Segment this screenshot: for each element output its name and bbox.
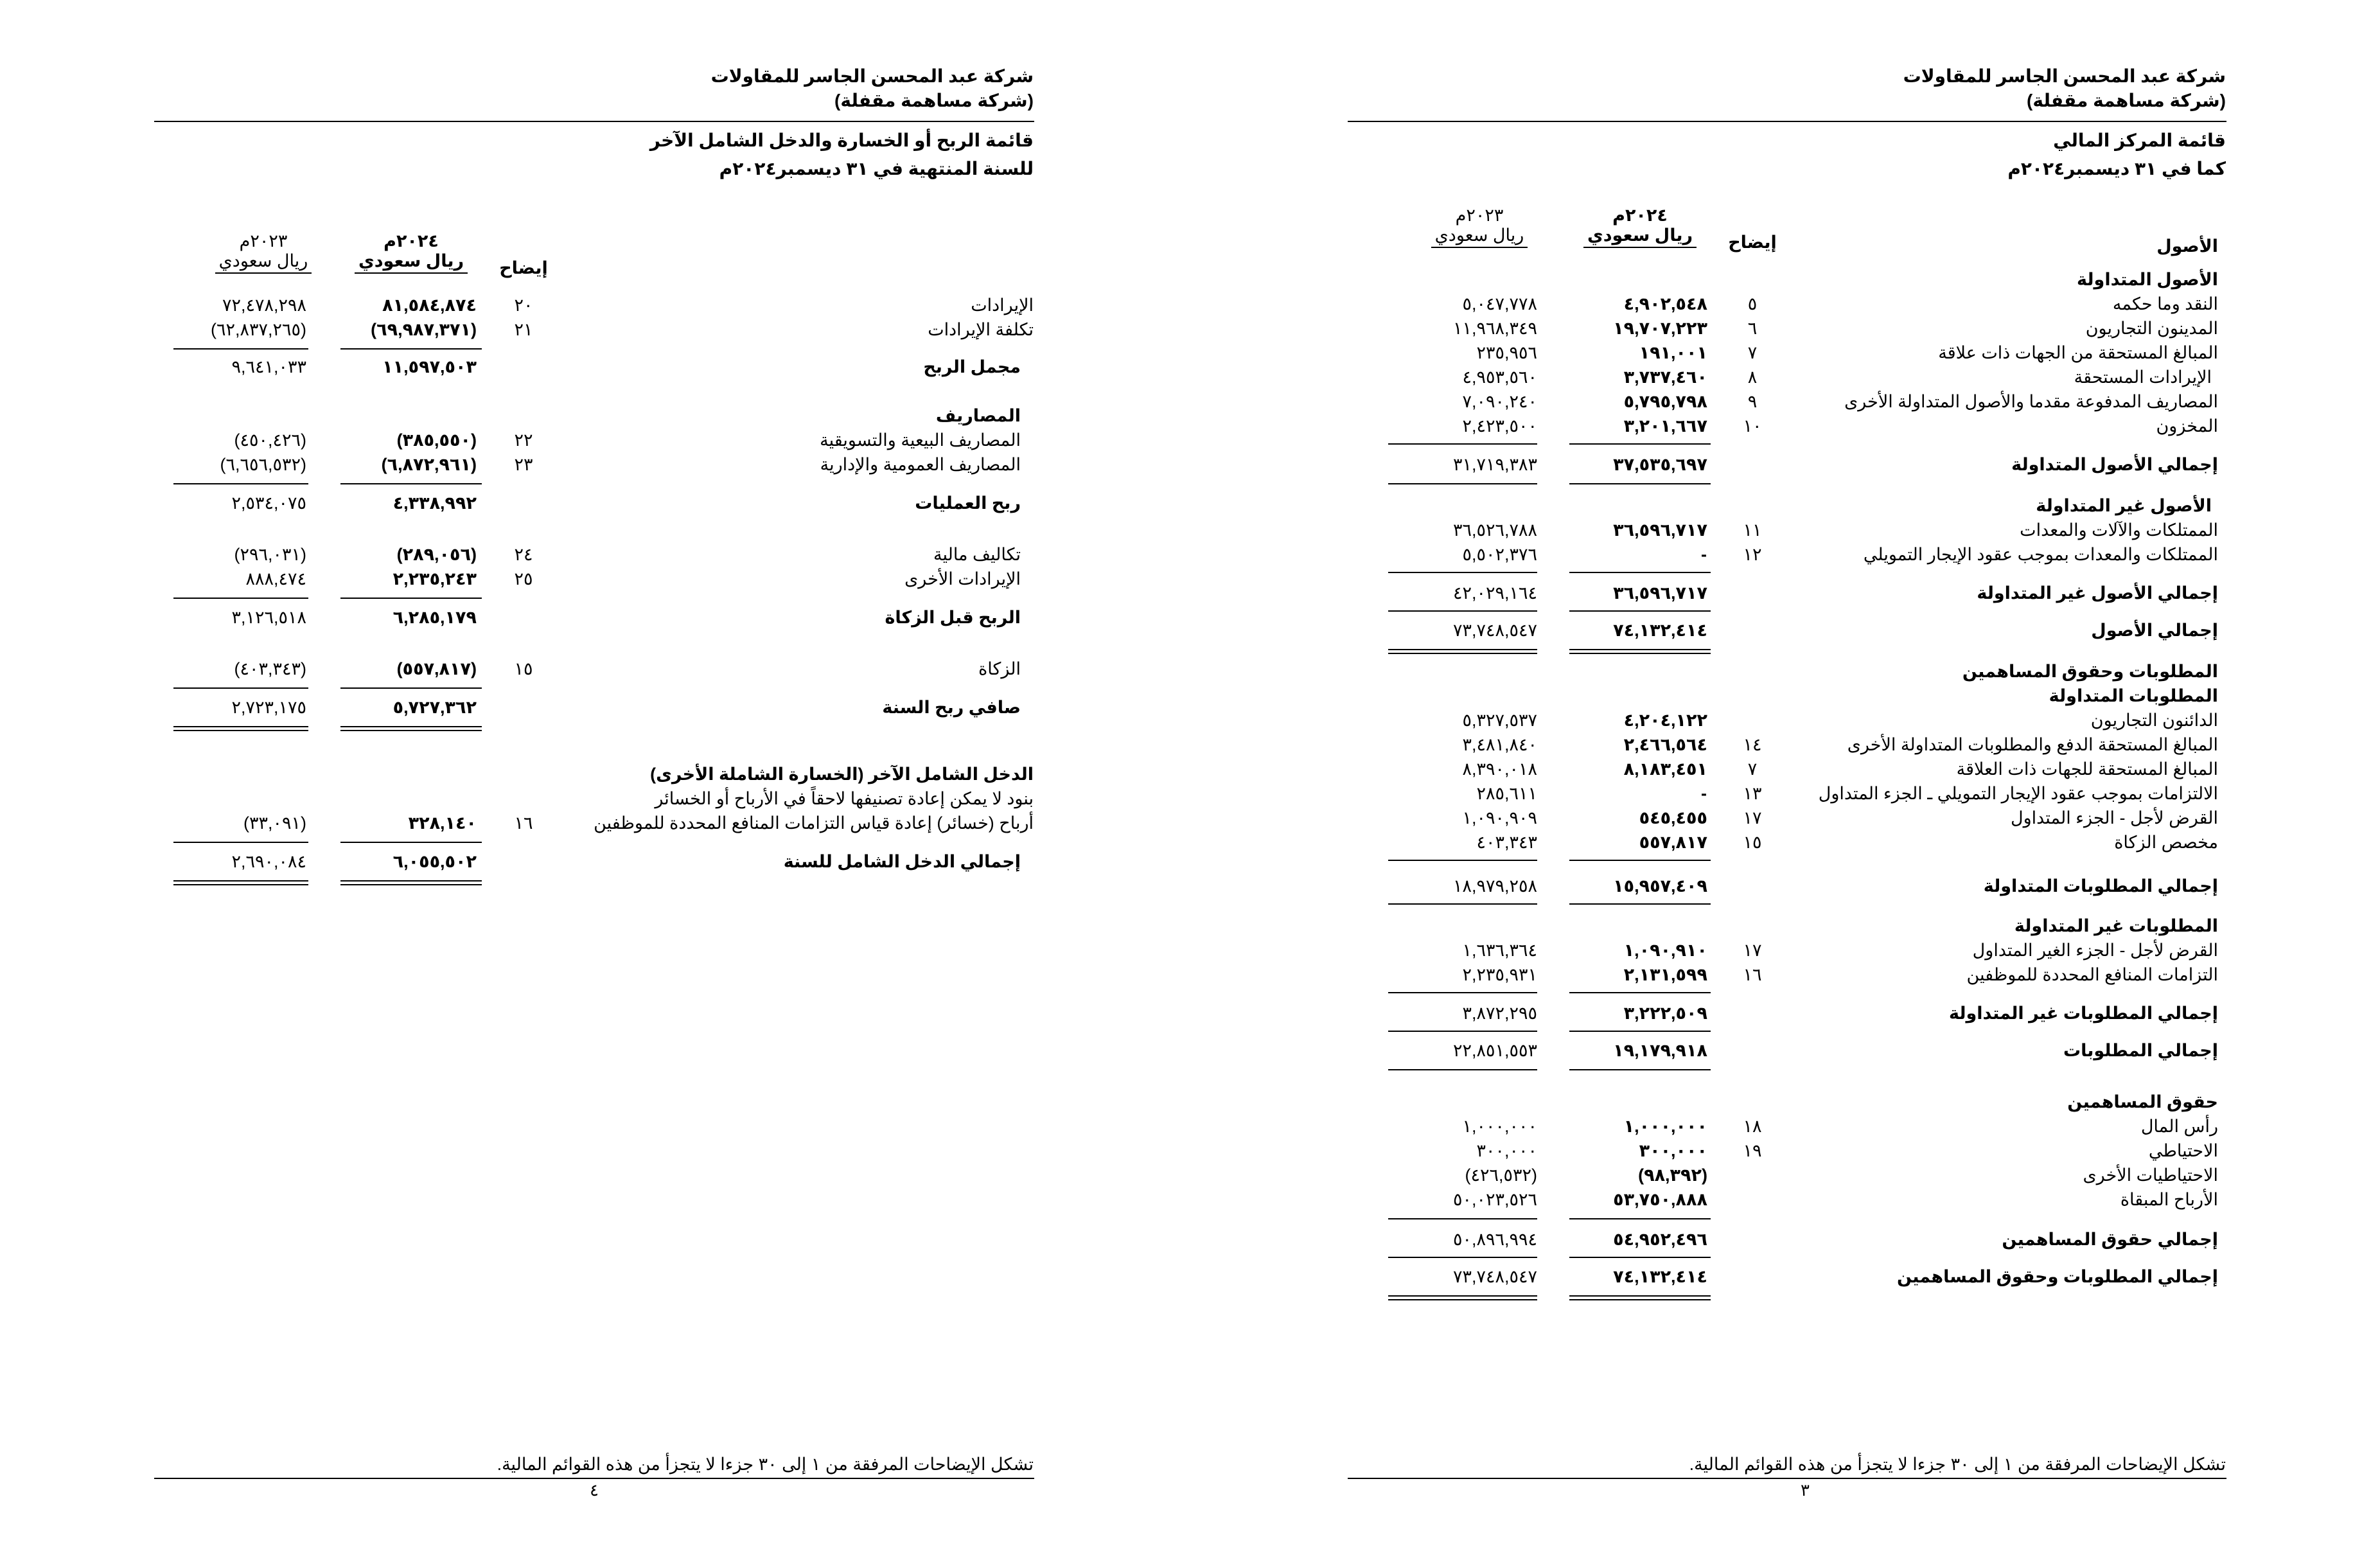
row-value-2024: (٥٥٧,٨١٧) <box>396 659 477 678</box>
row-value-2024: (٦٩,٩٨٧,٣٧١) <box>371 320 477 339</box>
row-value-2024: ١٩,٧٠٧,٢٢٣ <box>1613 319 1707 338</box>
table-row <box>0 545 1190 571</box>
row-label: ربح العمليات <box>915 493 1021 513</box>
table-row <box>1190 916 2380 942</box>
table-row <box>0 698 1190 723</box>
row-label: المطلوبات وحقوق المساهمين <box>1962 662 2218 681</box>
row-value-2023: (٦٢,٨٣٧,٢٦٥) <box>210 320 306 339</box>
table-row <box>1190 368 2380 393</box>
table-row <box>1190 1117 2380 1142</box>
row-label: النقد وما حكمه <box>2112 294 2218 314</box>
row-value-2024: ٣٦,٥٩٦,٧١٧ <box>1613 583 1707 603</box>
row-label: المبالغ المستحقة للجهات ذات العلاقة <box>1956 759 2218 779</box>
table-row <box>1190 294 2380 320</box>
row-note: ٢٣ <box>514 455 533 474</box>
table-row <box>0 852 1190 878</box>
subtotal-rule <box>1569 992 1711 993</box>
page-number: ٤ <box>590 1480 599 1500</box>
subtotal-rule <box>1388 1031 1537 1032</box>
row-label: إجمالي المطلوبات <box>2063 1041 2218 1060</box>
row-value-2023: ٣٦,٥٢٦,٧٨٨ <box>1452 520 1537 540</box>
row-value-2024: ١,٠٠٠,٠٠٠ <box>1623 1117 1707 1136</box>
table-row <box>0 296 1190 321</box>
row-value-2024: ٢,٢٣٥,٢٤٣ <box>392 569 477 589</box>
row-label: إجمالي المطلوبات المتداولة <box>1983 876 2218 896</box>
row-value-2023: ٤٢,٠٢٩,١٦٤ <box>1452 583 1537 603</box>
row-label: المبالغ المستحقة الدفع والمطلوبات المتداولة الأخرى <box>1847 735 2218 754</box>
company-type: (شركة مساهمة مقفلة) <box>834 91 1034 111</box>
table-row <box>0 569 1190 595</box>
total-double-rule <box>340 880 482 885</box>
subtotal-rule <box>173 483 308 484</box>
row-value-2023: ٢,٦٩٠,٠٨٤ <box>231 852 306 871</box>
row-value-2023: ٨٨٨,٤٧٤ <box>245 569 306 589</box>
table-row <box>1190 686 2380 712</box>
row-note: ١٠ <box>1743 416 1762 436</box>
table-row <box>0 608 1190 634</box>
row-value-2023: ٧,٠٩٠,٢٤٠ <box>1462 392 1537 411</box>
row-label: الإيرادات <box>971 296 1034 315</box>
footer-rule <box>154 1478 1034 1479</box>
row-note: ٧ <box>1747 759 1758 779</box>
subtotal-rule <box>1388 860 1537 861</box>
subtotal-rule <box>1388 1257 1537 1258</box>
table-row <box>1190 711 2380 736</box>
subtotal-rule <box>1388 483 1537 484</box>
statement-title: قائمة الربح أو الخسارة والدخل الشامل الآخر <box>649 130 1034 150</box>
row-note: ١٧ <box>1743 808 1762 828</box>
row-value-2023: (٤٢٦,٥٣٢) <box>1465 1165 1537 1185</box>
company-name: شركة عبد المحسن الجاسر للمقاولات <box>710 66 1034 86</box>
row-value-2023: ٩,٦٤١,٠٣٣ <box>231 357 306 377</box>
table-row <box>0 765 1190 790</box>
row-value-2023: ٥٠,٠٢٣,٥٢٦ <box>1452 1190 1537 1209</box>
table-row <box>1190 343 2380 369</box>
subtotal-rule <box>173 598 308 599</box>
subtotal-rule <box>1569 1031 1711 1032</box>
subtotal-rule <box>1388 992 1537 993</box>
statement-period: للسنة المنتهية في ٣١ ديسمبر٢٠٢٤م <box>719 159 1034 179</box>
row-label: مخصص الزكاة <box>2114 833 2218 852</box>
row-value-2023: ٣,١٢٦,٥١٨ <box>231 608 306 627</box>
row-label: الالتزامات بموجب عقود الإيجار التمويلي ـ الجزء المتداول <box>1818 784 2218 803</box>
table-row <box>1190 759 2380 785</box>
row-value-2023: ٢,٥٣٤,٠٧٥ <box>231 493 306 513</box>
subtotal-rule <box>340 483 482 484</box>
row-note: ٥ <box>1747 294 1758 314</box>
column-2023-year: ٢٠٢٣م <box>1455 206 1504 225</box>
table-row <box>1190 392 2380 418</box>
table-row <box>1190 496 2380 522</box>
row-label: المبالغ المستحقة من الجهات ذات علاقة <box>1938 343 2218 362</box>
table-row <box>1190 1004 2380 1029</box>
row-value-2024: ٤,٣٣٨,٩٩٢ <box>392 493 477 513</box>
row-value-2024: ٨,١٨٣,٤٥١ <box>1623 759 1707 779</box>
table-row <box>1190 1190 2380 1216</box>
table-row <box>0 455 1190 481</box>
statement-title: قائمة المركز المالي <box>2053 130 2226 150</box>
subtotal-rule <box>340 842 482 843</box>
row-value-2024: ٥,٧٩٥,٧٩٨ <box>1623 392 1707 411</box>
row-value-2023: ٥,٣٢٧,٥٣٧ <box>1462 711 1537 730</box>
row-label: إجمالي الأصول غير المتداولة <box>1977 583 2218 603</box>
row-value-2023: ٤٠٣,٣٤٣ <box>1476 833 1537 852</box>
total-double-rule <box>1569 1295 1711 1300</box>
table-row <box>1190 1141 2380 1167</box>
row-note: ٦ <box>1747 319 1758 338</box>
row-note: ٢٢ <box>514 430 533 450</box>
total-double-rule <box>173 726 308 731</box>
column-2023-unit: ريال سعودي <box>215 251 312 274</box>
row-value-2024: ١١,٥٩٧,٥٠٣ <box>382 357 477 377</box>
row-value-2023: ٧٢,٤٧٨,٢٩٨ <box>222 296 306 315</box>
row-note: ١٧ <box>1743 941 1762 960</box>
row-value-2024: ١,٠٩٠,٩١٠ <box>1623 941 1707 960</box>
table-row <box>1190 1267 2380 1293</box>
row-note: ٢٥ <box>514 569 533 589</box>
header-rule <box>154 121 1034 122</box>
row-value-2024: ٣,٢٠١,٦٦٧ <box>1623 416 1707 436</box>
subtotal-rule <box>1569 1069 1711 1070</box>
table-row <box>1190 1041 2380 1067</box>
balance-sheet-page <box>1190 0 2380 1542</box>
row-note: ١٩ <box>1743 1141 1762 1160</box>
row-value-2024: (٦,٨٧٢,٩٦١) <box>381 455 477 474</box>
row-value-2023: ٨,٣٩٠,٠١٨ <box>1462 759 1537 779</box>
row-label: المصاريف <box>935 406 1021 425</box>
row-value-2024: ٣,٢٢٢,٥٠٩ <box>1623 1004 1707 1023</box>
row-value-2024: ٤,٩٠٢,٥٤٨ <box>1623 294 1707 314</box>
subtotal-rule <box>340 598 482 599</box>
row-value-2023: ٥٠,٨٩٦,٩٩٤ <box>1452 1230 1537 1249</box>
total-double-rule <box>1569 649 1711 654</box>
row-value-2023: ٧٣,٧٤٨,٥٤٧ <box>1452 621 1537 640</box>
subtotal-rule <box>1569 903 1711 905</box>
table-row <box>0 320 1190 346</box>
row-value-2023: ٢,٤٢٣,٥٠٠ <box>1462 416 1537 436</box>
row-value-2024: ٦,٠٥٥,٥٠٢ <box>392 852 477 871</box>
row-value-2024: ١٥,٩٥٧,٤٠٩ <box>1613 876 1707 896</box>
total-double-rule <box>173 880 308 885</box>
subtotal-rule <box>1569 572 1711 573</box>
row-note: ٧ <box>1747 343 1758 362</box>
table-row <box>0 493 1190 519</box>
footer-note: تشكل الإيضاحات المرفقة من ١ إلى ٣٠ جزءا لا يتجزأ من هذه القوائم المالية. <box>1689 1455 2226 1474</box>
row-label: المطلوبات غير المتداولة <box>2014 916 2218 935</box>
table-row <box>0 813 1190 839</box>
table-row <box>1190 833 2380 858</box>
row-label: التزامات المنافع المحددة للموظفين <box>1966 965 2218 984</box>
company-type: (شركة مساهمة مقفلة) <box>2027 91 2226 111</box>
row-note: ١٦ <box>1743 965 1762 984</box>
row-value-2024: - <box>1701 545 1707 564</box>
row-value-2024: ٤,٢٠٤,١٢٢ <box>1623 711 1707 730</box>
row-value-2023: ١١,٩٦٨,٣٤٩ <box>1452 319 1537 338</box>
row-label: تكلفة الإيرادات <box>928 320 1034 339</box>
row-note: ١٦ <box>514 813 533 833</box>
row-label: المصاريف العمومية والإدارية <box>820 455 1021 474</box>
column-note-header: إيضاح <box>1728 233 1777 252</box>
column-2024-year: ٢٠٢٤م <box>383 231 439 251</box>
row-label: المطلوبات المتداولة <box>2049 686 2218 705</box>
row-value-2024: ٣,٧٣٧,٤٦٠ <box>1623 368 1707 387</box>
table-row <box>1190 876 2380 902</box>
row-value-2023: ٢,٧٢٣,١٧٥ <box>231 698 306 717</box>
row-value-2023: ٢٨٥,٦١١ <box>1476 784 1537 803</box>
row-value-2023: (٣٣,٠٩١) <box>243 813 306 833</box>
row-value-2024: ٥٣,٧٥٠,٨٨٨ <box>1613 1190 1707 1209</box>
row-label: الممتلكات والآلات والمعدات <box>2020 520 2218 540</box>
row-value-2023: ٧٣,٧٤٨,٥٤٧ <box>1452 1267 1537 1286</box>
row-value-2023: ١,٠٠٠,٠٠٠ <box>1462 1117 1537 1136</box>
company-name: شركة عبد المحسن الجاسر للمقاولات <box>1903 66 2226 86</box>
table-row <box>1190 965 2380 991</box>
total-double-rule <box>1388 649 1537 654</box>
row-note: ٢٠ <box>514 296 533 315</box>
table-row <box>1190 621 2380 646</box>
column-2024-unit: ريال سعودي <box>1583 226 1697 248</box>
row-value-2024: ٥٥٧,٨١٧ <box>1639 833 1707 852</box>
table-row <box>0 789 1190 815</box>
row-label: إجمالي الأصول المتداولة <box>2011 455 2218 474</box>
row-note: ٨ <box>1747 368 1758 387</box>
row-label: القرض لأجل - الجزء الغير المتداول <box>1972 941 2218 960</box>
row-label: بنود لا يمكن إعادة تصنيفها لاحقاً في الأرباح أو الخسائر <box>655 789 1034 808</box>
table-row <box>1190 784 2380 810</box>
row-note: ١٤ <box>1743 735 1762 754</box>
row-label: إجمالي حقوق المساهمين <box>2002 1230 2218 1249</box>
subtotal-rule <box>1569 610 1711 612</box>
row-value-2023: ٥,٥٠٢,٣٧٦ <box>1462 545 1537 564</box>
row-value-2023: ٢٢,٨٥١,٥٥٣ <box>1452 1041 1537 1060</box>
row-value-2023: ١,٦٣٦,٣٦٤ <box>1462 941 1537 960</box>
column-2023-year: ٢٠٢٣م <box>239 231 288 251</box>
row-value-2024: ٧٤,١٣٢,٤١٤ <box>1613 621 1707 640</box>
row-label: الاحتياطيات الأخرى <box>2083 1165 2218 1185</box>
row-value-2023: ٣,٨٧٢,٢٩٥ <box>1462 1004 1537 1023</box>
row-label: إجمالي الدخل الشامل للسنة <box>783 852 1021 871</box>
row-value-2023: ١,٠٩٠,٩٠٩ <box>1462 808 1537 828</box>
header-rule <box>1348 121 2226 122</box>
subtotal-rule <box>1569 483 1711 484</box>
table-row <box>1190 941 2380 966</box>
row-note: ٢٤ <box>514 545 533 564</box>
table-row <box>1190 808 2380 834</box>
row-label: المصاريف البيعية والتسويقية <box>820 430 1021 450</box>
row-value-2023: (٢٩٦,٠٣١) <box>234 545 306 564</box>
table-row <box>1190 1230 2380 1255</box>
row-value-2023: (٦,٦٥٦,٥٣٢) <box>220 455 306 474</box>
row-label: الأرباح المبقاة <box>2120 1190 2218 1209</box>
subtotal-rule <box>340 348 482 350</box>
row-value-2023: ٢,٢٣٥,٩٣١ <box>1462 965 1537 984</box>
subtotal-rule <box>173 348 308 350</box>
row-note: ١٢ <box>1743 545 1762 564</box>
table-row <box>1190 735 2380 761</box>
row-label: الممتلكات والمعدات بموجب عقود الإيجار التمويلي <box>1863 545 2218 564</box>
row-label: تكاليف مالية <box>933 545 1021 564</box>
row-value-2024: ٣٧,٥٣٥,٦٩٧ <box>1613 455 1707 474</box>
table-row <box>1190 662 2380 687</box>
row-note: ٢١ <box>514 320 533 339</box>
row-value-2023: ٣,٤٨١,٨٤٠ <box>1462 735 1537 754</box>
column-2023-header <box>193 231 334 274</box>
row-label: الإيرادات المستحقة <box>2074 368 2212 387</box>
subtotal-rule <box>1569 860 1711 861</box>
subtotal-rule <box>1388 610 1537 612</box>
row-value-2024: (٢٨٩,٠٥٦) <box>396 545 477 564</box>
row-value-2023: ٥,٠٤٧,٧٧٨ <box>1462 294 1537 314</box>
subtotal-rule <box>1388 903 1537 905</box>
table-row <box>0 406 1190 432</box>
row-value-2024: ٦,٢٨٥,١٧٩ <box>392 608 477 627</box>
row-label: حقوق المساهمين <box>2067 1092 2218 1112</box>
subtotal-rule <box>173 687 308 689</box>
page-number: ٣ <box>1801 1480 1810 1500</box>
row-label: مجمل الربح <box>923 357 1021 377</box>
row-value-2024: ٢,٤٦٦,٥٦٤ <box>1623 735 1707 754</box>
row-label: الأصول المتداولة <box>2077 270 2218 289</box>
subtotal-rule <box>1388 572 1537 573</box>
table-row <box>1190 236 2380 262</box>
table-row <box>1190 1092 2380 1118</box>
table-row <box>1190 319 2380 344</box>
row-value-2024: ٥٤,٩٥٢,٤٩٦ <box>1613 1230 1707 1249</box>
row-value-2024: ٥٤٥,٤٥٥ <box>1639 808 1707 828</box>
statement-period: كما في ٣١ ديسمبر٢٠٢٤م <box>2007 159 2226 179</box>
row-label: الأصول <box>2156 236 2218 256</box>
subtotal-rule <box>340 687 482 689</box>
row-value-2024: ٣٦,٥٩٦,٧١٧ <box>1613 520 1707 540</box>
subtotal-rule <box>1388 1218 1537 1219</box>
row-value-2024: ٧٤,١٣٢,٤١٤ <box>1613 1267 1707 1286</box>
row-label: الدائنون التجاريون <box>2090 711 2218 730</box>
subtotal-rule <box>173 842 308 843</box>
column-note-header: إيضاح <box>499 258 548 278</box>
row-label: صافي ربح السنة <box>882 698 1021 717</box>
subtotal-rule <box>1569 443 1711 445</box>
row-note: ١٥ <box>514 659 533 678</box>
row-label: الدخل الشامل الآخر (الخسارة الشاملة الأخرى) <box>650 765 1034 784</box>
row-label: أرباح (خسائر) إعادة قياس التزامات المنافع المحددة للموظفين <box>594 813 1034 833</box>
row-note: ١٥ <box>1743 833 1762 852</box>
row-value-2023: (٤٠٣,٣٤٣) <box>234 659 306 678</box>
subtotal-rule <box>1569 1218 1711 1219</box>
row-label: المدينون التجاريون <box>2085 319 2218 338</box>
row-value-2024: ٣٢٨,١٤٠ <box>408 813 477 833</box>
row-label: المصاريف المدفوعة مقدما والأصول المتداولة الأخرى <box>1844 392 2218 411</box>
row-value-2024: ٨١,٥٨٤,٨٧٤ <box>382 296 477 315</box>
row-label: المخزون <box>2156 416 2218 436</box>
row-value-2024: (٩٨,٣٩٢) <box>1638 1165 1707 1185</box>
row-value-2024: ٥,٧٢٧,٣٦٢ <box>392 698 477 717</box>
row-label: الأصول غير المتداولة <box>2036 496 2212 515</box>
footer-rule <box>1348 1478 2226 1479</box>
table-row <box>1190 545 2380 571</box>
table-row <box>0 430 1190 456</box>
row-value-2023: ٢٣٥,٩٥٦ <box>1476 343 1537 362</box>
row-note: ١٨ <box>1743 1117 1762 1136</box>
subtotal-rule <box>1388 443 1537 445</box>
row-label: إجمالي المطلوبات غير المتداولة <box>1949 1004 2218 1023</box>
subtotal-rule <box>1388 1069 1537 1070</box>
row-label: الإيرادات الأخرى <box>904 569 1021 589</box>
row-note: ١١ <box>1743 520 1762 540</box>
row-value-2024: - <box>1701 784 1707 803</box>
row-label: القرض لأجل - الجزء المتداول <box>2010 808 2218 828</box>
row-value-2023: ٣٠٠,٠٠٠ <box>1476 1141 1537 1160</box>
subtotal-rule <box>1569 1257 1711 1258</box>
row-value-2023: ٤,٩٥٣,٥٦٠ <box>1462 368 1537 387</box>
row-value-2023: ١٨,٩٧٩,٢٥٨ <box>1452 876 1537 896</box>
row-value-2024: ٢,١٣١,٥٩٩ <box>1623 965 1707 984</box>
row-value-2023: (٤٥٠,٤٢٦) <box>234 430 306 450</box>
row-note: ١٣ <box>1743 784 1762 803</box>
row-value-2024: ١٩,١٧٩,٩١٨ <box>1613 1041 1707 1060</box>
column-2024-unit: ريال سعودي <box>355 251 468 274</box>
row-note: ٩ <box>1747 392 1758 411</box>
table-row <box>0 357 1190 383</box>
table-row <box>1190 520 2380 546</box>
row-label: الاحتياطي <box>2148 1141 2218 1160</box>
total-double-rule <box>1388 1295 1537 1300</box>
table-row <box>0 659 1190 685</box>
table-row <box>1190 583 2380 609</box>
table-row <box>1190 455 2380 481</box>
row-label: إجمالي الأصول <box>2091 621 2218 640</box>
table-row <box>1190 1165 2380 1191</box>
row-label: رأس المال <box>2140 1117 2218 1136</box>
table-row <box>1190 270 2380 296</box>
row-value-2024: ١٩١,٠٠١ <box>1639 343 1707 362</box>
row-value-2024: (٣٨٥,٥٥٠) <box>396 430 477 450</box>
row-label: الربح قبل الزكاة <box>885 608 1021 627</box>
row-value-2024: ٣٠٠,٠٠٠ <box>1639 1141 1707 1160</box>
column-2024-year: ٢٠٢٤م <box>1612 206 1668 225</box>
total-double-rule <box>340 726 482 731</box>
column-2024-header <box>340 231 482 274</box>
column-2023-unit: ريال سعودي <box>1431 226 1528 248</box>
table-row <box>1190 416 2380 442</box>
row-label: الزكاة <box>978 659 1021 678</box>
row-value-2023: ٣١,٧١٩,٣٨٣ <box>1452 455 1537 474</box>
footer-note: تشكل الإيضاحات المرفقة من ١ إلى ٣٠ جزءا لا يتجزأ من هذه القوائم المالية. <box>497 1455 1034 1474</box>
row-label: إجمالي المطلوبات وحقوق المساهمين <box>1896 1267 2218 1286</box>
